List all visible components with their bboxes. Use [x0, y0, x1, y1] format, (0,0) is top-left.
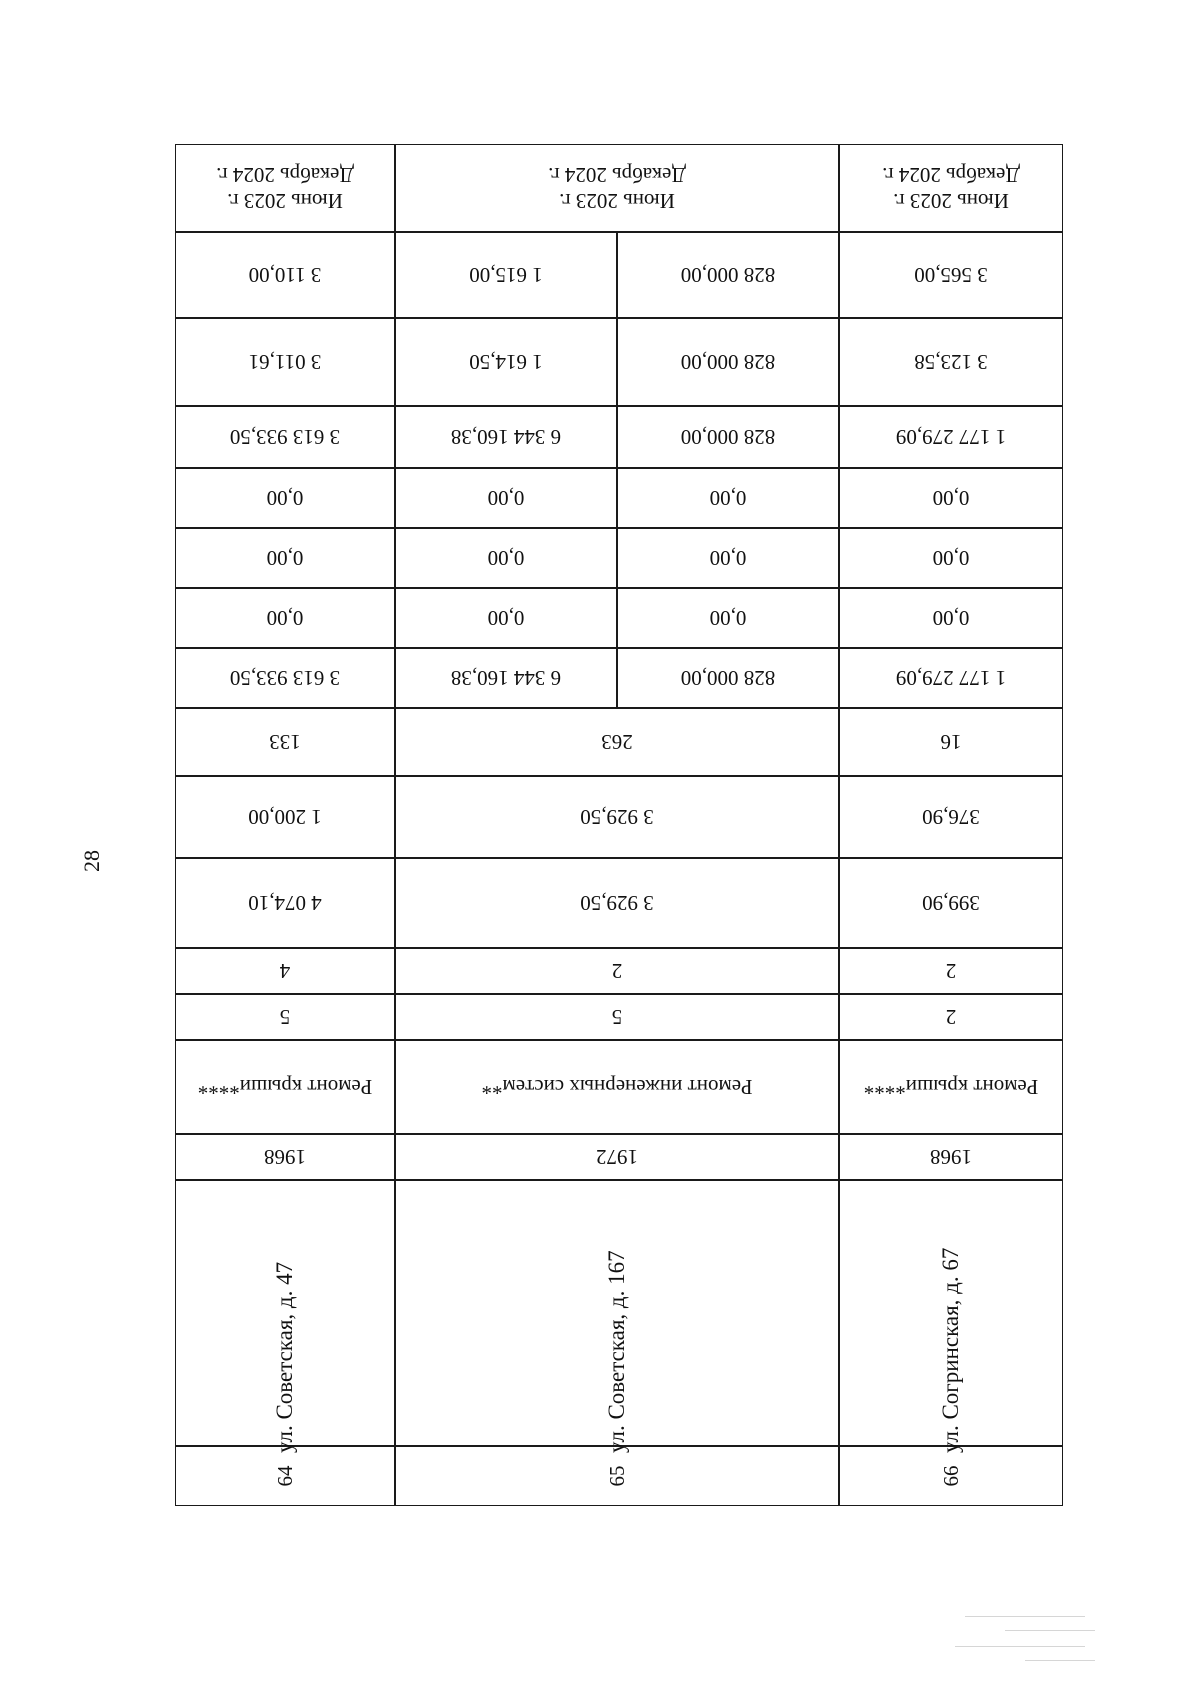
row-number-cell: 64: [175, 1446, 395, 1506]
repair-program-table: [175, 144, 1063, 1596]
entrances-cell: 2: [395, 948, 839, 994]
address-cell: ул. Советская, д. 47: [175, 1180, 395, 1446]
cost-per-sqm-limit-cell: 828 000,00: [617, 232, 839, 318]
cost-fund-cell: 0,00: [395, 468, 617, 528]
cost-budget-cell: 0,00: [395, 528, 617, 588]
cost-total-cell: 1 177 279,09: [839, 406, 1063, 468]
cost-sum-cell: 828 000,00: [617, 648, 839, 708]
cost-sum-cell: 6 344 160,38: [395, 648, 617, 708]
cost-total-cell: 3 613 933,50: [175, 406, 395, 468]
period-end: Декабрь 2024 г.: [548, 163, 686, 187]
address-cell: ул. Согринская, д. 67: [839, 1180, 1063, 1446]
residents-cell: 133: [175, 708, 395, 776]
work-type-cell: Ремонт инженерных систем**: [395, 1040, 839, 1134]
work-type-cell: Ремонт крыши****: [839, 1040, 1063, 1134]
residents-cell: 263: [395, 708, 839, 776]
floors-cell: 5: [175, 994, 395, 1040]
table-row: [175, 144, 395, 1596]
cost-per-sqm-limit-cell: 1 615,00: [395, 232, 617, 318]
floors-cell: 5: [395, 994, 839, 1040]
period-cell: [395, 144, 839, 232]
cost-per-sqm-limit-cell: 3 565,00: [839, 232, 1063, 318]
scan-artifact: [945, 1608, 1155, 1670]
entrances-cell: 2: [839, 948, 1063, 994]
repair-area-cell: 3 929,50: [395, 776, 839, 858]
period-start: Июнь 2023 г.: [559, 189, 675, 214]
cost-budget-cell: 0,00: [175, 528, 395, 588]
cost-local-cell: 0,00: [839, 588, 1063, 648]
floors-cell: 2: [839, 994, 1063, 1040]
cost-per-sqm-cell: 3 011,61: [175, 318, 395, 406]
period-start: Июнь 2023 г.: [893, 189, 1009, 214]
period-cell: [175, 144, 395, 232]
work-type-cell: Ремонт крыши****: [175, 1040, 395, 1134]
year-cell: 1972: [395, 1134, 839, 1180]
period-start: Июнь 2023 г.: [227, 189, 343, 214]
cost-sum-cell: 3 613 933,50: [175, 648, 395, 708]
cost-local-cell: 0,00: [175, 588, 395, 648]
repair-area-cell: 376,90: [839, 776, 1063, 858]
table-row: [839, 144, 1063, 1596]
cost-per-sqm-cell: 828 000,00: [617, 318, 839, 406]
entrances-cell: 4: [175, 948, 395, 994]
year-cell: 1968: [839, 1134, 1063, 1180]
table-row: [395, 144, 839, 1596]
total-area-cell: 3 929,50: [395, 858, 839, 948]
cost-local-cell: 0,00: [617, 588, 839, 648]
cost-local-cell: 0,00: [395, 588, 617, 648]
cost-total-cell: 828 000,00: [617, 406, 839, 468]
row-number-cell: 66: [839, 1446, 1063, 1506]
address-cell: ул. Советская, д. 167: [395, 1180, 839, 1446]
cost-per-sqm-cell: 1 614,50: [395, 318, 617, 406]
period-end: Декабрь 2024 г.: [216, 163, 354, 187]
cost-per-sqm-limit-cell: 3 110,00: [175, 232, 395, 318]
residents-cell: 16: [839, 708, 1063, 776]
total-area-cell: 399,90: [839, 858, 1063, 948]
cost-budget-cell: 0,00: [617, 528, 839, 588]
total-area-cell: 4 074,10: [175, 858, 395, 948]
cost-sum-cell: 1 177 279,09: [839, 648, 1063, 708]
cost-budget-cell: 0,00: [839, 528, 1063, 588]
period-end: Декабрь 2024 г.: [882, 163, 1020, 187]
row-number-cell: 65: [395, 1446, 839, 1506]
cost-per-sqm-cell: 3 123,58: [839, 318, 1063, 406]
cost-fund-cell: 0,00: [175, 468, 395, 528]
year-cell: 1968: [175, 1134, 395, 1180]
repair-area-cell: 1 200,00: [175, 776, 395, 858]
period-cell: [839, 144, 1063, 232]
page-number: 28: [79, 850, 104, 872]
cost-total-cell: 6 344 160,38: [395, 406, 617, 468]
cost-fund-cell: 0,00: [839, 468, 1063, 528]
cost-fund-cell: 0,00: [617, 468, 839, 528]
